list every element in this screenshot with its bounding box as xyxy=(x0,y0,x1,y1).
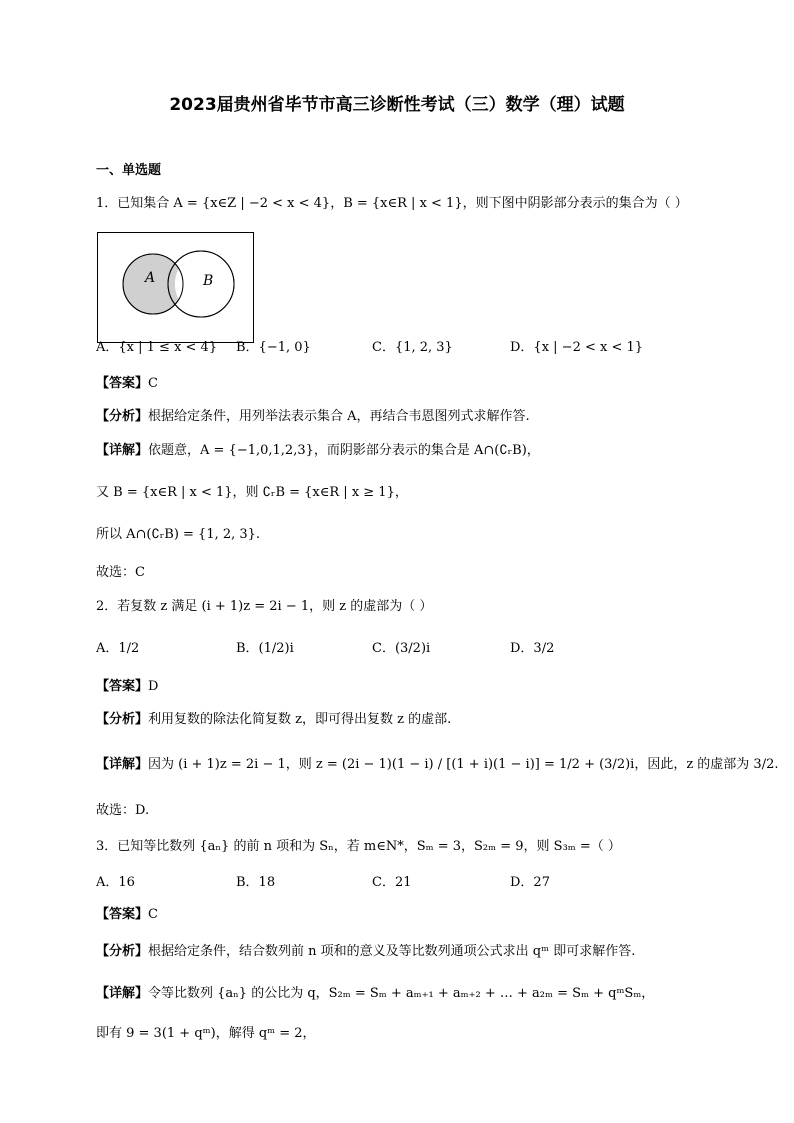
venn-label-b: B xyxy=(203,273,214,289)
q1-option-d: D．{x | −2 < x < 1} xyxy=(510,340,644,355)
q2-analysis xyxy=(96,711,451,729)
section-heading: 一、单选题 xyxy=(96,163,162,178)
answer-tag: 【答案】 xyxy=(96,679,149,694)
detail-text: 因为 (i + 1)z = 2i − 1，则 z = (2i − 1)(1 − i) / [(1 + i)(1 − i)] = 1/2 + (3/2)i，因此，z 的虚部为 3/2. xyxy=(148,757,779,772)
detail-text: 令等比数列 {aₙ} 的公比为 q，S₂ₘ = Sₘ + aₘ₊₁ + aₘ₊₂ + … + a₂ₘ = Sₘ + qᵐSₘ， xyxy=(148,986,655,1001)
q3-stem: 3．已知等比数列 {aₙ} 的前 n 项和为 Sₙ，若 m∈N*，Sₘ = 3，S₂ₘ = 9，则 S₃ₘ =（ ） xyxy=(96,839,621,854)
page-title: 2023届贵州省毕节市高三诊断性考试（三）数学（理）试题 xyxy=(169,95,625,115)
detail-text: 依题意，A = {−1,0,1,2,3}，而阴影部分表示的集合是 A∩(∁ᵣB)， xyxy=(148,443,540,458)
q2-conclusion: 故选：D. xyxy=(96,803,150,818)
q1-conclusion: 故选：C xyxy=(96,565,145,580)
q3-analysis xyxy=(96,943,635,961)
q3-detail-1 xyxy=(96,985,654,1003)
q3-option-a: A．16 xyxy=(96,875,135,890)
analysis-tag: 【分析】 xyxy=(96,944,149,959)
q1-answer xyxy=(96,375,158,393)
q1-detail-2: 又 B = {x∈R | x < 1}，则 ∁ᵣB = {x∈R | x ≥ 1}， xyxy=(96,485,408,500)
answer-tag: 【答案】 xyxy=(96,376,149,391)
answer-tag: 【答案】 xyxy=(96,907,149,922)
analysis-text: 根据给定条件，结合数列前 n 项和的意义及等比数列通项公式求出 qᵐ 即可求解作答. xyxy=(148,944,636,959)
q3-answer xyxy=(96,906,158,924)
q1-stem: 1．已知集合 A = {x∈Z | −2 < x < 4}，B = {x∈R | x < 1}，则下图中阴影部分表示的集合为（ ） xyxy=(96,196,688,211)
q1-detail-3: 所以 A∩(∁ᵣB) = {1, 2, 3}. xyxy=(96,527,261,542)
analysis-text: 利用复数的除法化简复数 z，即可得出复数 z 的虚部. xyxy=(148,712,452,727)
detail-tag: 【详解】 xyxy=(96,757,149,772)
answer-value: C xyxy=(148,376,158,391)
answer-value: D xyxy=(148,679,159,694)
detail-tag: 【详解】 xyxy=(96,986,149,1001)
q3-detail-2: 即有 9 = 3(1 + qᵐ)，解得 qᵐ = 2， xyxy=(96,1026,316,1041)
q3-option-d: D．27 xyxy=(510,875,550,890)
analysis-text: 根据给定条件，用列举法表示集合 A，再结合韦恩图列式求解作答. xyxy=(148,409,530,424)
answer-value: C xyxy=(148,907,158,922)
q1-option-c: C．{1, 2, 3} xyxy=(372,340,453,355)
q2-option-a: A．1/2 xyxy=(96,641,140,656)
q2-detail-1 xyxy=(96,756,778,774)
venn-label-a: A xyxy=(145,270,156,286)
q2-option-d: D．3/2 xyxy=(510,641,555,656)
q1-analysis xyxy=(96,408,530,426)
q1-option-a: A．{x | 1 ≤ x < 4} xyxy=(96,340,218,355)
detail-tag: 【详解】 xyxy=(96,443,149,458)
q3-option-c: C．21 xyxy=(372,875,412,890)
q1-detail-1 xyxy=(96,442,540,460)
q2-stem: 2．若复数 z 满足 (i + 1)z = 2i − 1，则 z 的虚部为（ ） xyxy=(96,599,433,614)
q2-option-b: B．(1/2)i xyxy=(236,641,294,656)
analysis-tag: 【分析】 xyxy=(96,712,149,727)
q2-option-c: C．(3/2)i xyxy=(372,641,431,656)
venn-diagram xyxy=(97,232,255,344)
q2-answer xyxy=(96,678,158,696)
analysis-tag: 【分析】 xyxy=(96,409,149,424)
q1-option-b: B．{−1, 0} xyxy=(236,340,311,355)
q3-option-b: B．18 xyxy=(236,875,276,890)
